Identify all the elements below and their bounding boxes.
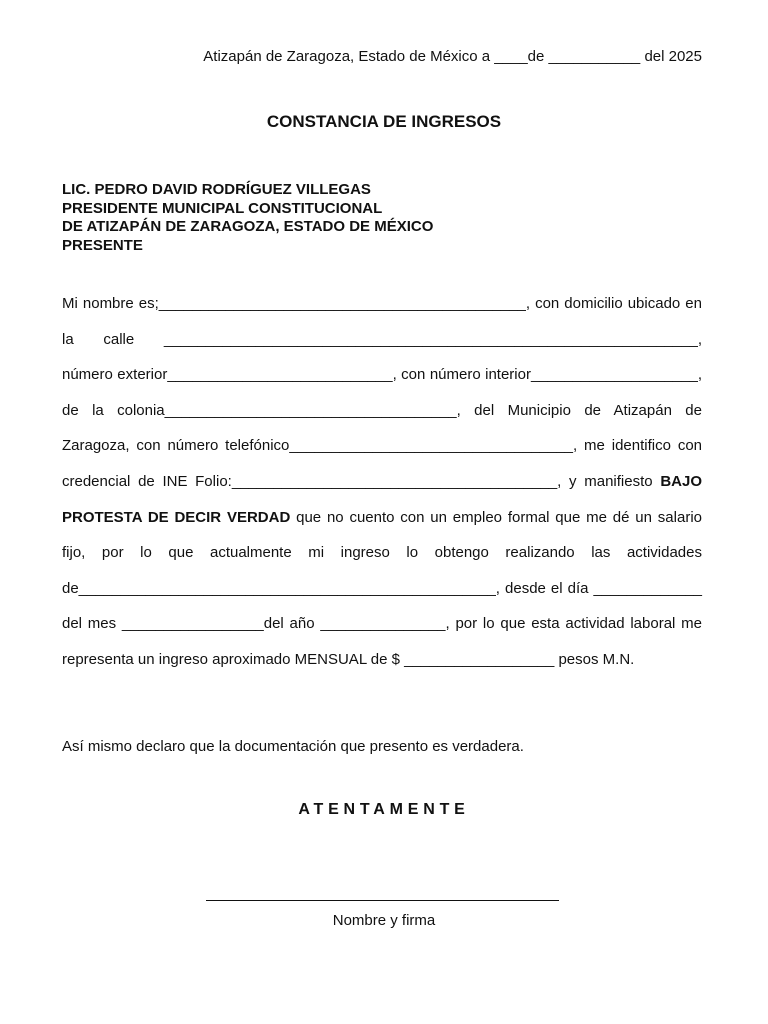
signature-line — [206, 900, 559, 901]
addressee-block — [62, 181, 433, 255]
addressee-name: LIC. PEDRO DAVID RODRÍGUEZ VILLEGAS — [62, 181, 371, 198]
declaration-statement: Así mismo declaro que la documentación que presento es verdadera. — [62, 738, 524, 755]
addressee-municipality: DE ATIZAPÁN DE ZARAGOZA, ESTADO DE MÉXICO — [62, 218, 434, 235]
body-text-part1: Mi nombre es;____________________________________________, con domicilio ubicado en la calle ________________________________________________________________, número exterior___________________________, con número interior____________________, de la colonia___________________________________, del Municipio de Atizapán de Zaragoza, con número telefónico__________________________________, me identifico con credencial de INE Folio:_______________________________________, y manifiesto — [62, 295, 702, 490]
place-date: Atizapán de Zaragoza, Estado de México a ____de ___________ del 2025 — [203, 48, 702, 65]
addressee-present: PRESENTE — [62, 236, 143, 254]
addressee-position: PRESIDENTE MUNICIPAL CONSTITUCIONAL — [62, 199, 383, 217]
body-text-part2: que no cuento con un empleo formal que me dé un salario fijo, por lo que actualmente mi ingreso lo obtengo realizando las actividades de__________________________________________________, desde el día _____________ del mes _________________del año _______________, por lo que esta actividad laboral me representa un ingreso aproximado MENSUAL de $ __________________ pesos M.N. — [62, 508, 702, 668]
declaration-body — [62, 286, 702, 678]
signature-label: Nombre y firma — [332, 912, 436, 929]
body-paragraph — [62, 286, 702, 678]
document-title: CONSTANCIA DE INGRESOS — [266, 112, 502, 131]
body-emphasis: BAJO PROTESTA DE DECIR VERDAD — [62, 472, 702, 526]
closing-atentamente: ATENTAMENTE — [298, 801, 470, 818]
